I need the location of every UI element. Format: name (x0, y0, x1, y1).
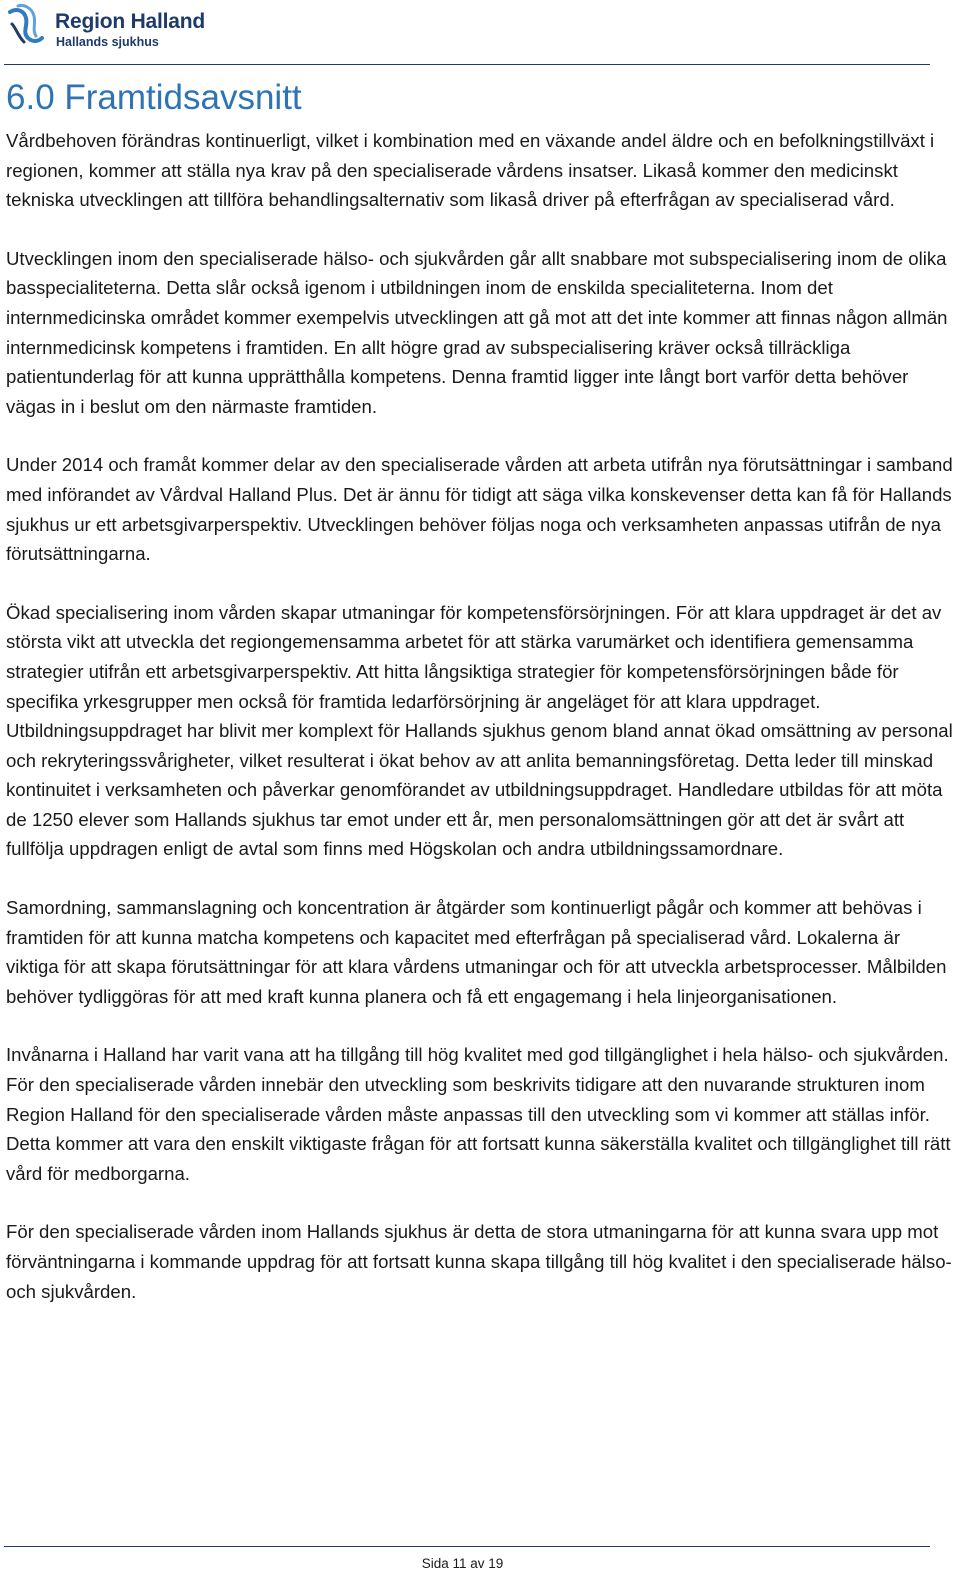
header-divider (4, 64, 930, 65)
paragraph: Invånarna i Halland har varit vana att ha tillgång till hög kvalitet med god tillgänglighet i hela hälso- och sjukvården. För den specialiserade vården innebär den utveckling som beskrivits tidigare att den nuvarande strukturen inom Region Halland för den specialiserade vården måste anpassas till den utveckling som vi kommer att ställas inför. Detta kommer att vara den enskilt viktigaste frågan för att fortsatt kunna säkerställa kvalitet och tillgänglighet till rätt vård för medborgarna. (6, 1044, 951, 1184)
paragraph: Utbildningsuppdraget har blivit mer komplext för Hallands sjukhus genom bland annat ökad omsättning av personal och rekryteringssvårigheter, vilket resulterat i ökat behov av att anlita bemanningsföretag. Detta leder till minskad kontinuitet i verksamheten och påverkar genomförandet av utbildningsuppdraget. Handledare utbildas för att möta de 1250 elever som Hallands sjukhus tar emot under ett år, men personalomsättningen gör att det är svårt att fullfölja uppdragen enligt de avtal som finns med Högskolan och andra utbildningssamordnare. (6, 720, 953, 860)
paragraph: Utvecklingen inom den specialiserade hälso- och sjukvården går allt snabbare mot subspecialisering inom de olika basspecialiteterna. Detta slår också igenom i utbildningen inom de enskilda specialiteterna. Inom det internmedicinska området kommer exempelvis utvecklingen att gå mot att det inte kommer att finnas någon allmän internmedicinsk kompetens i framtiden. En allt högre grad av subspecialisering kräver också tillräckliga patientunderlag för att kunna upprätthålla kompetens. Denna framtid ligger inte långt bort varför detta behöver vägas in i beslut om den närmaste framtiden. (6, 247, 948, 417)
paragraph: Samordning, sammanslagning och koncentration är åtgärder som kontinuerligt pågår och kommer att behövas i framtiden för att kunna matcha kompetens och kapacitet med efterfrågan på specialiserad vård. Lokalerna är viktiga för att skapa förutsättningar för att klara vårdens utmaningar och för att utveckla arbetsprocesser. Målbilden behöver tydliggöras för att med kraft kunna planera och få ett engagemang i hela linjeorganisationen. (6, 897, 947, 1007)
logo-subtitle: Hallands sjukhus (56, 35, 159, 49)
region-halland-logo (4, 2, 204, 52)
paragraph: Under 2014 och framåt kommer delar av den specialiserade vården att arbeta utifrån nya förutsättningar i samband med införandet av Vårdval Halland Plus. Det är ännu för tidigt att säga vilka konskevenser detta kan få för Hallands sjukhus ur ett arbetsgivarperspektiv. Utvecklingen behöver följas noga och verksamheten anpassas utifrån de nya förutsättningarna. (6, 454, 953, 565)
footer-divider (4, 1546, 930, 1547)
paragraph: Ökad specialisering inom vården skapar utmaningar för kompetensförsörjningen. För att klara uppdraget är det av största vikt att utveckla det regiongemensamma arbetet för att stärka varumärket och identifiera gemensamma strategier utifrån ett arbetsgivarperspektiv. Att hitta långsiktiga strategier för kompetensförsörjningen både för specifika yrkesgrupper men också för framtida ledarförsörjning är angeläget för att klara uppdraget. (6, 601, 942, 712)
paragraph: Vårdbehoven förändras kontinuerligt, vilket i kombination med en växande andel äldre och en befolkningstillväxt i regionen, kommer att ställa nya krav på den specialiserade vårdens insatser. Likaså kommer den medicinskt tekniska utvecklingen att tillföra behandlingsalternativ som likaså driver på efterfrågan av specialiserad vård. (6, 130, 935, 211)
logo-name: Region Halland (55, 10, 206, 33)
page-header (0, 0, 960, 66)
page-number: Sida 11 av 19 (421, 1556, 504, 1571)
document-body (6, 76, 956, 1335)
paragraph: För den specialiserade vården inom Hallands sjukhus är detta de stora utmaningarna för att kunna svara upp mot förväntningarna i kommande uppdrag för att fortsatt kunna skapa tillgång till hög kvalitet i den specialiserade hälso- och sjukvården. (6, 1221, 952, 1302)
region-halland-emblem-icon (4, 2, 52, 50)
section-heading: 6.0 Framtidsavsnitt (6, 78, 302, 117)
